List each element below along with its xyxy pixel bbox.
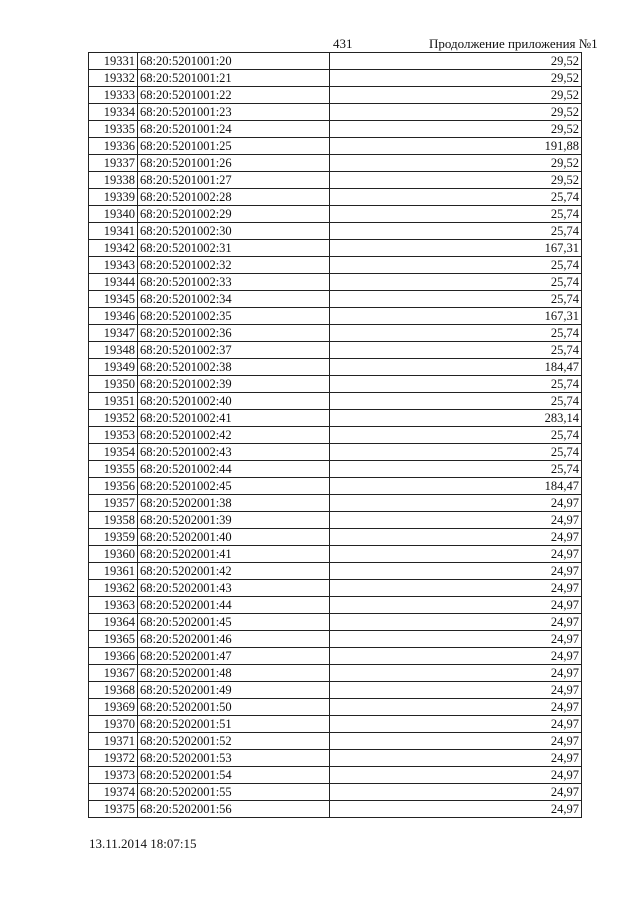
row-number-cell: 19348 xyxy=(89,342,138,359)
row-number-cell: 19339 xyxy=(89,189,138,206)
row-number-cell: 19351 xyxy=(89,393,138,410)
value-cell: 24,97 xyxy=(330,512,582,529)
row-number-cell: 19358 xyxy=(89,512,138,529)
value-cell: 24,97 xyxy=(330,716,582,733)
row-number-cell: 19338 xyxy=(89,172,138,189)
cadastral-number-cell: 68:20:5201002:43 xyxy=(138,444,330,461)
value-cell: 24,97 xyxy=(330,597,582,614)
table-row xyxy=(89,359,582,376)
table-row xyxy=(89,121,582,138)
row-number-cell: 19331 xyxy=(89,53,138,70)
row-number-cell: 19344 xyxy=(89,274,138,291)
cadastral-number-cell: 68:20:5202001:52 xyxy=(138,733,330,750)
row-number-cell: 19359 xyxy=(89,529,138,546)
row-number-cell: 19363 xyxy=(89,597,138,614)
row-number-cell: 19370 xyxy=(89,716,138,733)
cadastral-number-cell: 68:20:5202001:42 xyxy=(138,563,330,580)
cadastral-number-cell: 68:20:5201001:23 xyxy=(138,104,330,121)
table-row xyxy=(89,240,582,257)
row-number-cell: 19335 xyxy=(89,121,138,138)
table-row xyxy=(89,580,582,597)
registry-table xyxy=(88,52,582,818)
cadastral-number-cell: 68:20:5201001:22 xyxy=(138,87,330,104)
cadastral-number-cell: 68:20:5202001:44 xyxy=(138,597,330,614)
page-number: 431 xyxy=(333,36,353,51)
cadastral-number-cell: 68:20:5201001:20 xyxy=(138,53,330,70)
row-number-cell: 19361 xyxy=(89,563,138,580)
cadastral-number-cell: 68:20:5201001:21 xyxy=(138,70,330,87)
value-cell: 24,97 xyxy=(330,631,582,648)
row-number-cell: 19340 xyxy=(89,206,138,223)
appendix-title: Продолжение приложения №1 xyxy=(429,36,598,51)
table-row xyxy=(89,546,582,563)
table-row xyxy=(89,801,582,818)
value-cell: 24,97 xyxy=(330,682,582,699)
cadastral-number-cell: 68:20:5202001:55 xyxy=(138,784,330,801)
value-cell: 25,74 xyxy=(330,257,582,274)
cadastral-number-cell: 68:20:5201002:38 xyxy=(138,359,330,376)
cadastral-number-cell: 68:20:5202001:40 xyxy=(138,529,330,546)
value-cell: 24,97 xyxy=(330,767,582,784)
value-cell: 24,97 xyxy=(330,784,582,801)
value-cell: 24,97 xyxy=(330,529,582,546)
cadastral-number-cell: 68:20:5201002:37 xyxy=(138,342,330,359)
table-row xyxy=(89,223,582,240)
cadastral-number-cell: 68:20:5201002:42 xyxy=(138,427,330,444)
row-number-cell: 19367 xyxy=(89,665,138,682)
row-number-cell: 19355 xyxy=(89,461,138,478)
table-row xyxy=(89,410,582,427)
value-cell: 167,31 xyxy=(330,308,582,325)
value-cell: 24,97 xyxy=(330,733,582,750)
row-number-cell: 19354 xyxy=(89,444,138,461)
cadastral-number-cell: 68:20:5201002:34 xyxy=(138,291,330,308)
table-row xyxy=(89,784,582,801)
cadastral-number-cell: 68:20:5202001:48 xyxy=(138,665,330,682)
row-number-cell: 19368 xyxy=(89,682,138,699)
cadastral-number-cell: 68:20:5202001:56 xyxy=(138,801,330,818)
value-cell: 25,74 xyxy=(330,461,582,478)
cadastral-number-cell: 68:20:5201002:28 xyxy=(138,189,330,206)
value-cell: 24,97 xyxy=(330,563,582,580)
row-number-cell: 19346 xyxy=(89,308,138,325)
cadastral-number-cell: 68:20:5202001:49 xyxy=(138,682,330,699)
row-number-cell: 19341 xyxy=(89,223,138,240)
value-cell: 167,31 xyxy=(330,240,582,257)
value-cell: 25,74 xyxy=(330,274,582,291)
table-row xyxy=(89,631,582,648)
row-number-cell: 19342 xyxy=(89,240,138,257)
cadastral-number-cell: 68:20:5201002:30 xyxy=(138,223,330,240)
row-number-cell: 19360 xyxy=(89,546,138,563)
cadastral-number-cell: 68:20:5202001:54 xyxy=(138,767,330,784)
table-row xyxy=(89,767,582,784)
table-row xyxy=(89,648,582,665)
table-row xyxy=(89,257,582,274)
value-cell: 25,74 xyxy=(330,444,582,461)
cadastral-number-cell: 68:20:5201002:31 xyxy=(138,240,330,257)
row-number-cell: 19372 xyxy=(89,750,138,767)
value-cell: 25,74 xyxy=(330,342,582,359)
table-row xyxy=(89,495,582,512)
row-number-cell: 19357 xyxy=(89,495,138,512)
cadastral-number-cell: 68:20:5201001:26 xyxy=(138,155,330,172)
value-cell: 184,47 xyxy=(330,359,582,376)
value-cell: 29,52 xyxy=(330,53,582,70)
table-row xyxy=(89,155,582,172)
row-number-cell: 19369 xyxy=(89,699,138,716)
value-cell: 29,52 xyxy=(330,87,582,104)
row-number-cell: 19362 xyxy=(89,580,138,597)
row-number-cell: 19336 xyxy=(89,138,138,155)
value-cell: 29,52 xyxy=(330,172,582,189)
value-cell: 184,47 xyxy=(330,478,582,495)
table-row xyxy=(89,427,582,444)
table-row xyxy=(89,529,582,546)
row-number-cell: 19371 xyxy=(89,733,138,750)
cadastral-number-cell: 68:20:5202001:46 xyxy=(138,631,330,648)
row-number-cell: 19353 xyxy=(89,427,138,444)
value-cell: 24,97 xyxy=(330,801,582,818)
table-row xyxy=(89,733,582,750)
cadastral-number-cell: 68:20:5201002:29 xyxy=(138,206,330,223)
table-row xyxy=(89,461,582,478)
table-row xyxy=(89,512,582,529)
table-row xyxy=(89,291,582,308)
table-row xyxy=(89,699,582,716)
table-row xyxy=(89,138,582,155)
value-cell: 25,74 xyxy=(330,223,582,240)
row-number-cell: 19374 xyxy=(89,784,138,801)
table-row xyxy=(89,614,582,631)
table-row xyxy=(89,393,582,410)
row-number-cell: 19366 xyxy=(89,648,138,665)
cadastral-number-cell: 68:20:5201002:39 xyxy=(138,376,330,393)
row-number-cell: 19350 xyxy=(89,376,138,393)
cadastral-number-cell: 68:20:5202001:41 xyxy=(138,546,330,563)
print-timestamp: 13.11.2014 18:07:15 xyxy=(89,836,197,851)
value-cell: 24,97 xyxy=(330,750,582,767)
cadastral-number-cell: 68:20:5202001:43 xyxy=(138,580,330,597)
table-row xyxy=(89,750,582,767)
cadastral-number-cell: 68:20:5202001:39 xyxy=(138,512,330,529)
cadastral-number-cell: 68:20:5201002:35 xyxy=(138,308,330,325)
table-row xyxy=(89,682,582,699)
cadastral-number-cell: 68:20:5202001:50 xyxy=(138,699,330,716)
value-cell: 24,97 xyxy=(330,580,582,597)
table-row xyxy=(89,308,582,325)
table-row xyxy=(89,444,582,461)
row-number-cell: 19337 xyxy=(89,155,138,172)
row-number-cell: 19365 xyxy=(89,631,138,648)
row-number-cell: 19375 xyxy=(89,801,138,818)
table-row xyxy=(89,53,582,70)
value-cell: 25,74 xyxy=(330,427,582,444)
value-cell: 29,52 xyxy=(330,70,582,87)
table-row xyxy=(89,274,582,291)
table-row xyxy=(89,478,582,495)
row-number-cell: 19334 xyxy=(89,104,138,121)
cadastral-number-cell: 68:20:5202001:53 xyxy=(138,750,330,767)
cadastral-number-cell: 68:20:5201002:33 xyxy=(138,274,330,291)
value-cell: 25,74 xyxy=(330,376,582,393)
table-row xyxy=(89,206,582,223)
row-number-cell: 19333 xyxy=(89,87,138,104)
value-cell: 24,97 xyxy=(330,648,582,665)
value-cell: 25,74 xyxy=(330,189,582,206)
value-cell: 191,88 xyxy=(330,138,582,155)
row-number-cell: 19345 xyxy=(89,291,138,308)
table-row xyxy=(89,665,582,682)
value-cell: 24,97 xyxy=(330,614,582,631)
table-row xyxy=(89,342,582,359)
cadastral-number-cell: 68:20:5201002:32 xyxy=(138,257,330,274)
value-cell: 29,52 xyxy=(330,121,582,138)
row-number-cell: 19343 xyxy=(89,257,138,274)
value-cell: 25,74 xyxy=(330,393,582,410)
row-number-cell: 19332 xyxy=(89,70,138,87)
cadastral-number-cell: 68:20:5201002:44 xyxy=(138,461,330,478)
value-cell: 25,74 xyxy=(330,291,582,308)
value-cell: 29,52 xyxy=(330,104,582,121)
value-cell: 24,97 xyxy=(330,546,582,563)
table-row xyxy=(89,172,582,189)
table-row xyxy=(89,563,582,580)
value-cell: 24,97 xyxy=(330,665,582,682)
table-row xyxy=(89,189,582,206)
cadastral-number-cell: 68:20:5202001:47 xyxy=(138,648,330,665)
row-number-cell: 19347 xyxy=(89,325,138,342)
table-row xyxy=(89,376,582,393)
cadastral-number-cell: 68:20:5201002:40 xyxy=(138,393,330,410)
registry-table-body xyxy=(89,53,582,818)
table-row xyxy=(89,325,582,342)
cadastral-number-cell: 68:20:5202001:51 xyxy=(138,716,330,733)
cadastral-number-cell: 68:20:5201001:27 xyxy=(138,172,330,189)
cadastral-number-cell: 68:20:5202001:45 xyxy=(138,614,330,631)
table-row xyxy=(89,716,582,733)
table-row xyxy=(89,87,582,104)
cadastral-number-cell: 68:20:5201002:41 xyxy=(138,410,330,427)
value-cell: 24,97 xyxy=(330,699,582,716)
value-cell: 283,14 xyxy=(330,410,582,427)
row-number-cell: 19364 xyxy=(89,614,138,631)
row-number-cell: 19352 xyxy=(89,410,138,427)
row-number-cell: 19356 xyxy=(89,478,138,495)
row-number-cell: 19373 xyxy=(89,767,138,784)
value-cell: 29,52 xyxy=(330,155,582,172)
row-number-cell: 19349 xyxy=(89,359,138,376)
cadastral-number-cell: 68:20:5201002:45 xyxy=(138,478,330,495)
value-cell: 25,74 xyxy=(330,325,582,342)
cadastral-number-cell: 68:20:5201001:25 xyxy=(138,138,330,155)
cadastral-number-cell: 68:20:5202001:38 xyxy=(138,495,330,512)
table-row xyxy=(89,104,582,121)
value-cell: 24,97 xyxy=(330,495,582,512)
cadastral-number-cell: 68:20:5201002:36 xyxy=(138,325,330,342)
cadastral-number-cell: 68:20:5201001:24 xyxy=(138,121,330,138)
table-row xyxy=(89,70,582,87)
value-cell: 25,74 xyxy=(330,206,582,223)
table-row xyxy=(89,597,582,614)
